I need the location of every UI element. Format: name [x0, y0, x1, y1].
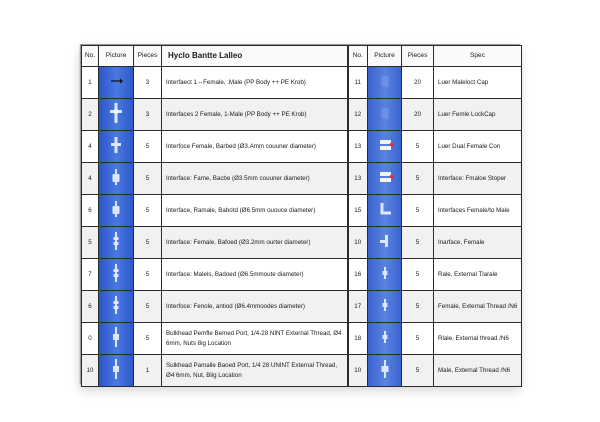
row-number-right-text: 17 — [354, 302, 362, 310]
table-row — [82, 99, 522, 131]
description — [162, 291, 348, 323]
row-number-left — [82, 323, 99, 355]
pieces-right-text: 5 — [415, 366, 420, 374]
spec-text: Inarface, Female — [438, 238, 485, 246]
picture-right — [368, 163, 402, 195]
row-number-left-text: 5 — [88, 238, 92, 246]
description — [162, 163, 348, 195]
description-text: Interface: Malels, Badoed (Ø6.5mmoute diameter) — [166, 270, 304, 278]
row-number-right — [348, 227, 368, 259]
col-spec: Spec — [434, 46, 522, 67]
description — [162, 323, 348, 355]
row-number-right — [348, 131, 368, 163]
pieces-right-text: 20 — [414, 78, 421, 86]
picture-right — [368, 227, 402, 259]
table-row — [82, 67, 522, 99]
pieces-right — [402, 163, 434, 195]
cross-fitting-icon — [108, 102, 124, 118]
row-number-left — [82, 355, 99, 387]
description-text: Bulkhead Pemfle Bemed Port, 1/4-28 NINT External Thread, Ø4 6mm, Nuts 8ig Location — [166, 330, 342, 347]
row-number-right-text: 12 — [354, 110, 362, 118]
spec-text: Interface: Fmaloe Stoper — [438, 174, 507, 182]
row-number-left — [82, 227, 99, 259]
row-number-left — [82, 291, 99, 323]
pieces-right-text: 5 — [415, 142, 420, 150]
red-clamp-icon — [377, 169, 393, 185]
spec — [434, 99, 522, 131]
row-number-left-text: 4 — [88, 174, 92, 182]
pieces-left-text: 3 — [145, 78, 150, 86]
table-row — [82, 355, 522, 387]
col-picture-left: Picture — [99, 46, 134, 67]
picture-left — [99, 227, 134, 259]
row-number-left — [82, 99, 99, 131]
row-number-left-text: 6 — [88, 302, 92, 310]
pieces-left-text: 5 — [145, 174, 150, 182]
arrow-fitting-icon — [108, 73, 124, 89]
pieces-right — [402, 67, 434, 99]
spec-text: Male, External Thread /N6 — [438, 366, 511, 374]
row-number-right-text: 15 — [354, 206, 362, 214]
picture-left — [99, 291, 134, 323]
description-text: Sulkhead Pamalle Baoed Port, 1/4 28 UNINT External Thread, Ø4 6mm, Nut, Blig Location — [166, 362, 338, 379]
description-text: Interfaect 1↔Female, .Male (PP Body ++ PE Krob) — [166, 78, 306, 86]
spec — [434, 259, 522, 291]
red-clamp-icon — [377, 137, 393, 153]
spec — [434, 67, 522, 99]
row-number-right-text: 10 — [354, 238, 362, 246]
pieces-left — [134, 227, 162, 259]
small-barb-icon — [377, 329, 393, 345]
pieces-left-text: 5 — [145, 206, 150, 214]
row-number-left-text: 7 — [88, 270, 92, 278]
table-row — [82, 163, 522, 195]
picture-left — [99, 163, 134, 195]
row-number-right — [348, 323, 368, 355]
row-number-left — [82, 131, 99, 163]
cap-fitting-icon — [377, 105, 393, 121]
small-barb-icon — [377, 297, 393, 313]
row-number-right-text: 18 — [354, 334, 362, 342]
spec-text: Female, External Thread /N6 — [438, 302, 518, 310]
description-text: Interface: Fame, Bacbe (Ø3.5mm couuner diameter) — [166, 174, 310, 182]
small-barb-icon — [377, 265, 393, 281]
pieces-left-text: 5 — [145, 238, 150, 246]
description — [162, 355, 348, 387]
parts-table — [81, 45, 522, 387]
row-number-right-text: 11 — [354, 78, 361, 86]
col-pieces-left: Pieces — [134, 46, 162, 67]
inline-fitting-icon — [108, 263, 124, 279]
row-number-left-text: 2 — [88, 110, 92, 118]
pieces-left — [134, 291, 162, 323]
pieces-right-text: 5 — [415, 206, 420, 214]
table-row — [82, 195, 522, 227]
pieces-left — [134, 195, 162, 227]
table-title: Hyclo Bantte Lalleo — [162, 46, 348, 67]
picture-left — [99, 323, 134, 355]
spec-text: Luer Maleloct Cap — [438, 78, 489, 86]
bulkhead-fitting-icon — [108, 358, 124, 374]
row-number-left — [82, 163, 99, 195]
row-number-left-text: 10 — [86, 366, 94, 374]
row-number-left — [82, 259, 99, 291]
description-text: Interfoce: Fenole, antiod (Ø6.4mmoodes diameter) — [166, 302, 305, 310]
row-number-right-text: 10 — [354, 366, 362, 374]
row-number-right-text: 16 — [354, 270, 362, 278]
spec — [434, 163, 522, 195]
spec-text: Rale, External Tlarale — [438, 270, 498, 278]
picture-left — [99, 131, 134, 163]
pieces-left — [134, 355, 162, 387]
bulkhead-fitting-icon — [108, 326, 124, 342]
description — [162, 195, 348, 227]
pieces-left — [134, 259, 162, 291]
picture-left — [99, 195, 134, 227]
spec — [434, 227, 522, 259]
row-number-left-text: 0 — [88, 334, 92, 342]
description — [162, 67, 348, 99]
pieces-right — [402, 195, 434, 227]
spec — [434, 355, 522, 387]
col-no-left: No. — [82, 46, 99, 67]
pieces-right-text: 5 — [415, 238, 420, 246]
pieces-right — [402, 131, 434, 163]
bulkhead-small-icon — [377, 359, 393, 375]
picture-right — [368, 355, 402, 387]
spec — [434, 291, 522, 323]
barb-fitting-icon — [108, 168, 124, 184]
description — [162, 227, 348, 259]
row-number-left — [82, 67, 99, 99]
row-number-right — [348, 259, 368, 291]
description-text: Interface: Female, Bafoed (Ø3.2mm ourter diameter) — [166, 238, 311, 246]
row-number-right-text: 13 — [354, 142, 362, 150]
col-no-right: No. — [348, 46, 368, 67]
row-number-left-text: 1 — [88, 78, 92, 86]
table-row — [82, 131, 522, 163]
description-text: Interfoce Female, Barbed (Ø3.Amm couuner diameter) — [166, 142, 316, 150]
picture-right — [368, 259, 402, 291]
picture-right — [368, 131, 402, 163]
pieces-left-text: 5 — [145, 302, 150, 310]
pieces-right — [402, 99, 434, 131]
pieces-left — [134, 323, 162, 355]
barb-fitting-icon — [108, 200, 124, 216]
parts-sheet — [80, 44, 520, 384]
pieces-left-text: 5 — [145, 270, 150, 278]
picture-left — [99, 259, 134, 291]
pieces-right — [402, 291, 434, 323]
spec — [434, 131, 522, 163]
inline-fitting-icon — [108, 231, 124, 247]
pieces-right-text: 5 — [415, 174, 420, 182]
pieces-left-text: 3 — [145, 110, 150, 118]
pieces-right — [402, 227, 434, 259]
picture-right — [368, 291, 402, 323]
picture-right — [368, 67, 402, 99]
picture-left — [99, 99, 134, 131]
col-pieces-right: Pieces — [402, 46, 434, 67]
inline-fitting-icon — [108, 295, 124, 311]
table-row — [82, 259, 522, 291]
pieces-right — [402, 355, 434, 387]
pieces-left — [134, 67, 162, 99]
description — [162, 259, 348, 291]
pieces-right — [402, 323, 434, 355]
row-number-right — [348, 195, 368, 227]
spec — [434, 195, 522, 227]
row-number-right — [348, 99, 368, 131]
pieces-left — [134, 131, 162, 163]
pieces-right-text: 5 — [415, 270, 420, 278]
pieces-left-text: 5 — [145, 334, 150, 342]
spec-text: Interfaces Female/to Male — [438, 206, 510, 214]
table-row — [82, 291, 522, 323]
pieces-right-text: 20 — [414, 110, 421, 118]
row-number-right — [348, 291, 368, 323]
pieces-left-text: 5 — [145, 142, 150, 150]
spec — [434, 323, 522, 355]
picture-right — [368, 195, 402, 227]
pieces-left-text: 1 — [145, 366, 150, 374]
spec-text: Luer Femle LockCap — [438, 110, 496, 118]
description-text: Interfaces 2 Female, 1-Male (PP Body ++ PE Krob) — [166, 110, 307, 118]
picture-left — [99, 355, 134, 387]
row-number-left-text: 4 — [88, 142, 92, 150]
row-number-right-text: 13 — [354, 174, 362, 182]
cap-fitting-icon — [377, 73, 393, 89]
spec-text: Rlale, External thread /N6 — [438, 334, 509, 342]
picture-right — [368, 99, 402, 131]
tee-fitting-icon — [108, 136, 124, 152]
table-row — [82, 227, 522, 259]
description-text: Interface, Ramale, Babotd (Ø6.5mm ououce diameter) — [166, 206, 316, 214]
pieces-right — [402, 259, 434, 291]
row-number-left-text: 6 — [88, 206, 92, 214]
row-number-right — [348, 163, 368, 195]
pieces-left — [134, 163, 162, 195]
table-row — [82, 323, 522, 355]
pieces-right-text: 5 — [415, 302, 420, 310]
description — [162, 131, 348, 163]
row-number-left — [82, 195, 99, 227]
tee-small-icon — [377, 233, 393, 249]
description — [162, 99, 348, 131]
pieces-left — [134, 99, 162, 131]
picture-right — [368, 323, 402, 355]
elbow-fitting-icon — [377, 201, 393, 217]
picture-left — [99, 67, 134, 99]
row-number-right — [348, 67, 368, 99]
col-picture-right: Picture — [368, 46, 402, 67]
spec-text: Luer Dual Female Con — [438, 142, 501, 150]
table-header-row — [82, 46, 522, 67]
row-number-right — [348, 355, 368, 387]
pieces-right-text: 5 — [415, 334, 420, 342]
